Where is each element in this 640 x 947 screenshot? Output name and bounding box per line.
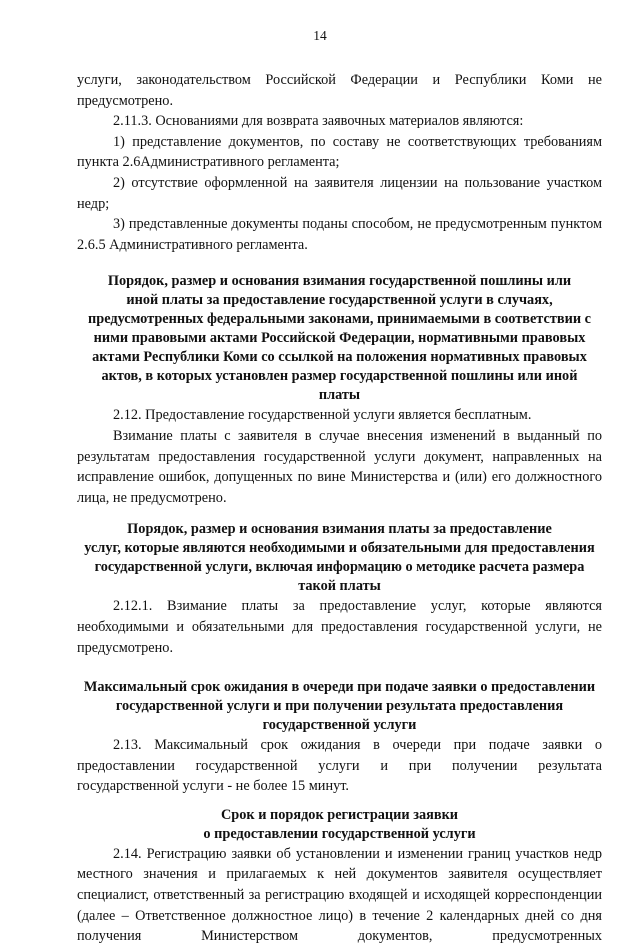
- paragraph-item-3: 3) представленные документы поданы способом, не предусмотренным пунктом 2.6.5 Административного регламента.: [77, 216, 602, 253]
- paragraph-2-13: 2.13. Максимальный срок ожидания в очереди при подаче заявки о предоставлении государственной услуги и при получении результата государственной услуги - не более 15 минут.: [77, 737, 602, 795]
- paragraph-2-14: 2.14. Регистрацию заявки об установлении и изменении границ участков недр местного значения и прилагаемых к ней документов заявителя осуществляет специалист, ответственный за регистрацию входящей и исходящей корреспонденции (далее – Ответственное должностное лицо) в течение 2 календарных дней со дня получения Министерством документов, предусмотренных: [77, 845, 602, 945]
- paragraph-fee-corrections: Взимание платы с заявителя в случае внесения изменений в выданный по результатам предоставления государственной услуги документ, направленных на исправление ошибок, допущенных по вине Министерства и (или) его должностного лица, не предусмотрено.: [77, 427, 602, 506]
- paragraph-2-12: 2.12. Предоставление государственной услуги является бесплатным.: [113, 407, 532, 424]
- paragraph-continuation: услуги, законодательством Российской Федерации и Республики Коми не предусмотрено.: [77, 72, 602, 109]
- paragraph-2-11-3: 2.11.3. Основаниями для возврата заявочных материалов являются:: [113, 113, 524, 130]
- section-heading-state-fee: Порядок, размер и основания взимания государственной пошлины или иной платы за предоставление государственной услуги в случаях, предусмотренных федеральными законами, принимаемыми в соответствии с ними правовыми актами Российской Федерации, нормативными правовых актами Республики Коми со ссылкой на положения нормативных правовых актов, в которых установлен размер государственной пошлины или иной платы: [88, 273, 591, 404]
- page-number: 14: [313, 28, 327, 43]
- paragraph-item-1: 1) представление документов, по составу не соответствующих требованиям пункта 2.6Административного регламента;: [77, 133, 602, 171]
- section-heading-queue-time: Максимальный срок ожидания в очереди при подаче заявки о предоставлении государственной услуги и при получении результата предоставления государственной услуги: [83, 679, 596, 734]
- document-body: [77, 70, 602, 947]
- paragraph-2-12-1: 2.12.1. Взимание платы за предоставление услуг, которые являются необходимыми и обязательными для предоставления государственной услуги, не предусмотрено.: [77, 598, 602, 656]
- section-heading-registration: Срок и порядок регистрации заявки о предоставлении государственной услуги: [203, 806, 476, 842]
- paragraph-item-2: 2) отсутствие оформленной на заявителя лицензии на пользование участком недр;: [77, 174, 602, 212]
- section-heading-service-fee: Порядок, размер и основания взимания платы за предоставление услуг, которые являются необходимыми и обязательными для предоставления государственной услуги, включая информацию о методике расчета размера такой платы: [84, 521, 595, 595]
